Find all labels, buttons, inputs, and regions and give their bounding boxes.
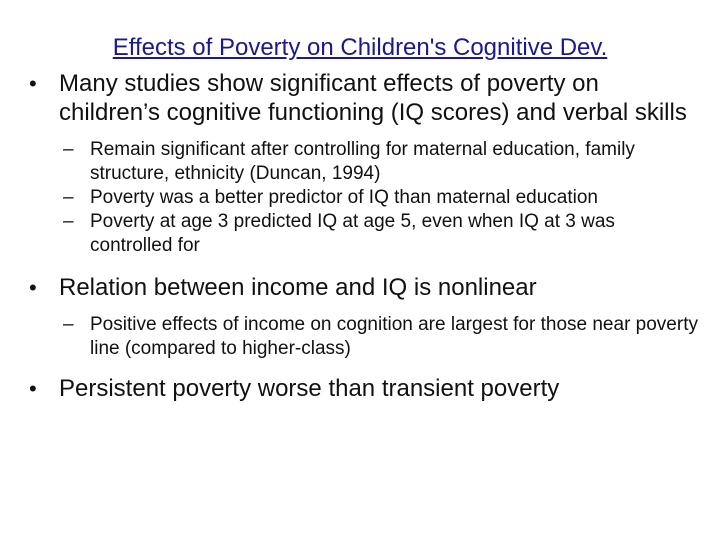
sub-bullet-1-2-text: Poverty was a better predictor of IQ than maternal education (90, 187, 598, 208)
sub-bullet-2-1-text: Positive effects of income on cognition are largest for those near poverty line (compared to higher-class) (90, 314, 698, 359)
slide-title: Effects of Poverty on Children's Cognitive Dev. (112, 34, 608, 61)
slide-body (0, 69, 720, 403)
sub-bullet-marker: – (63, 211, 74, 232)
sub-bullet-1-1 (63, 138, 700, 186)
sub-bullet-1-1-text: Remain significant after controlling for maternal education, family structure, ethnicity (Duncan, 1994) (90, 139, 635, 184)
bullet-3-text: Persistent poverty worse than transient poverty (59, 375, 560, 402)
sub-bullet-1-3-text: Poverty at age 3 predicted IQ at age 5, even when IQ at 3 was controlled for (90, 211, 615, 256)
sub-bullet-marker: – (63, 139, 74, 160)
sub-bullet-2-1 (63, 313, 700, 361)
bullet-1 (29, 69, 699, 127)
bullet-marker: • (29, 71, 37, 96)
sub-bullet-1-3 (63, 210, 700, 258)
bullet-marker: • (29, 376, 37, 401)
bullet-2-text: Relation between income and IQ is nonlinear (59, 274, 537, 301)
sub-bullet-marker: – (63, 187, 74, 208)
bullet-3 (29, 374, 699, 403)
bullet-2 (29, 273, 699, 302)
bullet-1-text: Many studies show significant effects of poverty on children’s cognitive functioning (IQ scores) and verbal skills (59, 70, 687, 126)
bullet-marker: • (29, 275, 37, 300)
sub-bullet-1-2 (63, 186, 700, 210)
sub-bullet-marker: – (63, 314, 74, 335)
